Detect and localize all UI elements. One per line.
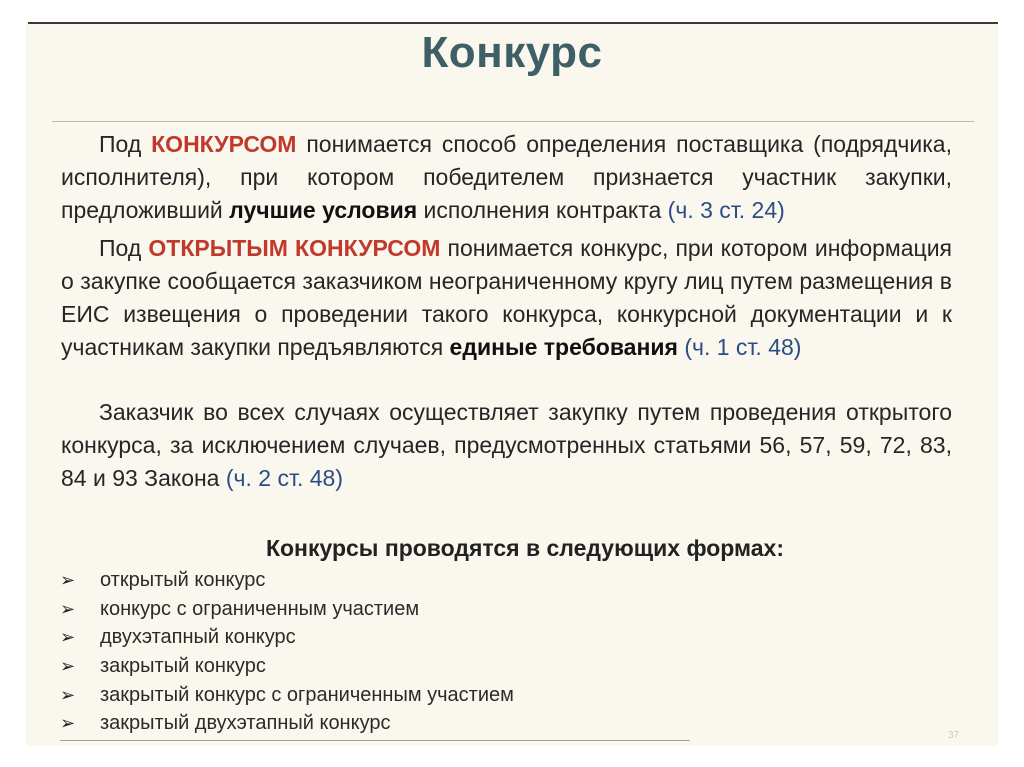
list-item-label: закрытый двухэтапный конкурс	[100, 712, 391, 735]
list-item	[60, 652, 514, 681]
slide-title: Конкурс	[421, 28, 603, 77]
para2-bold: единые требования	[449, 334, 678, 360]
paragraph-customer-obligation	[61, 396, 952, 495]
list-item	[60, 709, 514, 738]
arrow-right-icon: ➢	[60, 713, 76, 734]
para1-text-3: исполнения контракта	[417, 197, 668, 223]
list-item-label: двухэтапный конкурс	[100, 626, 296, 649]
list-item	[60, 623, 514, 652]
list-item	[60, 566, 514, 595]
para2-text-1: Под	[99, 235, 149, 261]
list-item	[60, 680, 514, 709]
list-item-label: закрытый конкурс	[100, 655, 266, 678]
para2-text-2: понимается конкурс, при котором информация о закупке сообщается заказчиком неограниченному кругу лиц путем размещения в ЕИС извещения о проведении такого конкурса, конкурсной документации и к участникам закупки предъявляются	[61, 235, 953, 360]
arrow-right-icon: ➢	[60, 598, 76, 619]
list-item-label: конкурс с ограниченным участием	[100, 597, 420, 620]
forms-list	[60, 566, 514, 738]
law-reference-3: (ч. 2 ст. 48)	[225, 465, 343, 491]
para1-bold: лучшие условия	[229, 197, 418, 223]
list-item-label: закрытый конкурс с ограниченным участием	[100, 683, 514, 706]
definition-konkurs	[61, 128, 952, 227]
page-number: 37	[948, 730, 960, 741]
arrow-right-icon: ➢	[60, 656, 76, 677]
term-konkurs: КОНКУРСОМ	[151, 131, 297, 157]
top-divider	[28, 22, 998, 24]
title-divider	[52, 121, 974, 122]
para1-text-1: Под	[99, 131, 152, 157]
list-item	[60, 595, 514, 624]
term-open-konkurs: ОТКРЫТЫМ КОНКУРСОМ	[148, 235, 441, 261]
arrow-right-icon: ➢	[60, 570, 76, 591]
arrow-right-icon: ➢	[60, 684, 76, 705]
law-reference-2: (ч. 1 ст. 48)	[684, 334, 802, 360]
list-item-label: открытый конкурс	[100, 569, 266, 592]
definition-open-konkurs	[61, 232, 952, 364]
para1-text-2: понимается способ определения поставщика (подрядчика, исполнителя), при котором победителем признается участник закупки, предложивший	[61, 131, 952, 223]
forms-heading: Конкурсы проводятся в следующих формах:	[265, 535, 785, 561]
bottom-divider	[60, 740, 690, 741]
para3-text-1: Заказчик во всех случаях осуществляет закупку путем проведения открытого конкурса, за исключением случаев, предусмотренных статьями 56, 57, 59, 72, 83, 84 и 93 Закона	[61, 399, 952, 491]
arrow-right-icon: ➢	[60, 627, 76, 648]
law-reference-1: (ч. 3 ст. 24)	[667, 197, 785, 223]
